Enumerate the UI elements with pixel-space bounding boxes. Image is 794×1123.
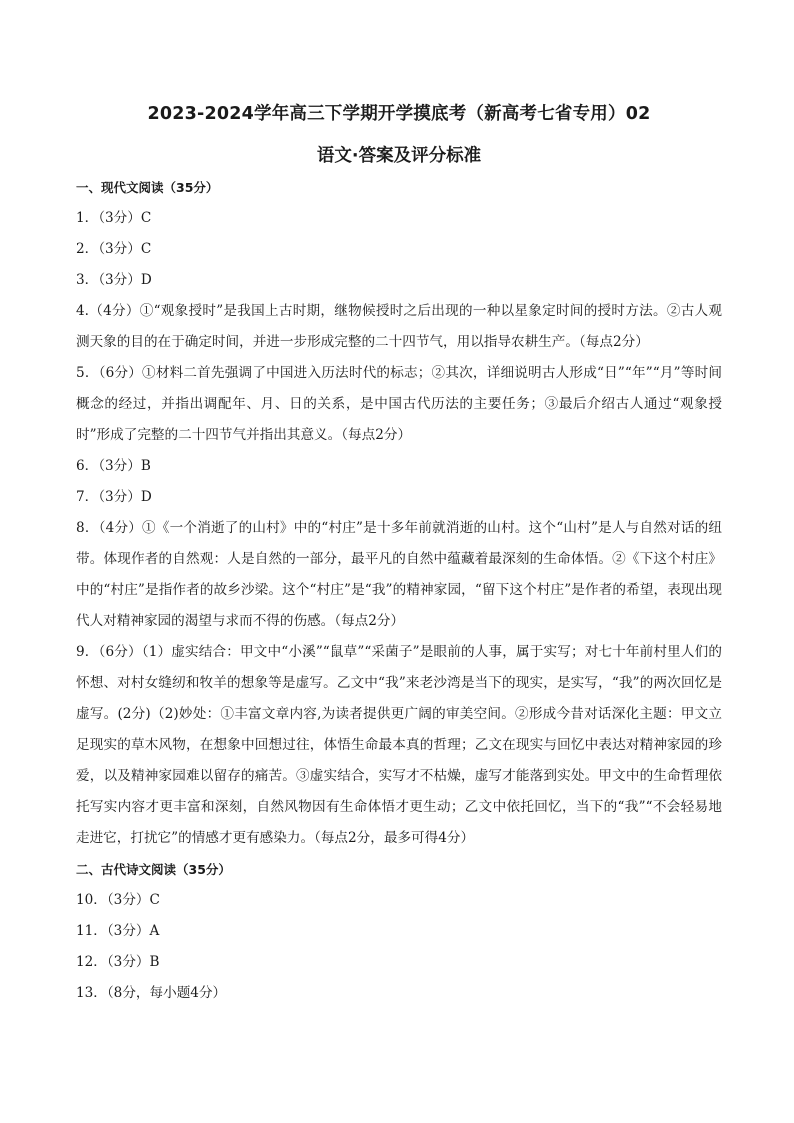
answer-item-12: 12．（3分）B bbox=[76, 954, 160, 970]
answer-item-4: 4.（4分）①“观象授时”是我国上古时期，继物候授时之后出现的一种以星象定时间的授时方法。②古人观测天象的目的在于确定时间，并进一步形成完整的二十四节气，用以指导农耕生产。（每点2分） bbox=[76, 303, 722, 350]
page-subtitle: 语文·答案及评分标准 bbox=[316, 146, 482, 166]
section-heading-classical-reading: 二、古代诗文阅读（35分） bbox=[76, 862, 231, 877]
answer-item-7: 7．（3分）D bbox=[76, 489, 152, 505]
answer-item-2: 2．（3分）C bbox=[76, 241, 152, 257]
answer-item-1: 1．（3分）C bbox=[76, 210, 152, 226]
answer-content bbox=[76, 172, 722, 1009]
answer-item-13: 13．（8分，每小题4分） bbox=[76, 985, 227, 1001]
answer-item-9: 9．（6分）（1）虚实结合：甲文中“小溪”“鼠草”“采菌子”是眼前的人事，属于实写；对七十年前村里人们的怀想、对村女缝纫和牧羊的想象等是虚写。乙文中“我”来老沙湾是当下的现实，是实写，“我”的两次回忆是虚写。(2分)（2)妙处：①丰富文章内容,为读者提供更广阔的审美空间。②形成今昔对话深化主题：甲文立足现实的草木风物，在想象中回想过往，体悟生命最本真的哲理；乙文在现实与回忆中表达对精神家园的珍爱，以及精神家园难以留存的痛苦。③虚实结合，实写才不枯燥，虚写才能落到实处。甲文中的生命哲理依托写实内容才更丰富和深刻，自然风物因有生命体悟才更生动；乙文中依托回忆，当下的“我”“不会轻易地走进它，打扰它”的情感才更有感染力。（每点2分，最多可得4分） bbox=[76, 644, 722, 846]
section-heading-modern-reading: 一、现代文阅读（35分） bbox=[76, 180, 219, 195]
answer-item-8: 8．（4分）①《一个消逝了的山村》中的“村庄”是十多年前就消逝的山村。这个“山村”是人与自然对话的纽带。体现作者的自然观：人是自然的一部分，最平凡的自然中蕴藏着最深刻的生命体悟。②《下这个村庄》中的“村庄”是指作者的故乡沙梁。这个“村庄”是“我”的精神家园，“留下这个村庄”是作者的希望，表现出现代人对精神家园的渴望与求而不得的伤感。（每点2分） bbox=[76, 520, 722, 629]
answer-item-5: 5．（6分）①材料二首先强调了中国进入历法时代的标志；②其次，详细说明古人形成“日”“年”“月”等时间概念的经过，并指出调配年、月、日的关系，是中国古代历法的主要任务；③最后介绍古人通过“观象授时”形成了完整的二十四节气并指出其意义。（每点2分） bbox=[76, 365, 722, 443]
answer-item-3: 3．（3分）D bbox=[76, 272, 152, 288]
answer-item-6: 6．（3分）B bbox=[76, 458, 151, 474]
answer-item-10: 10．（3分）C bbox=[76, 892, 160, 908]
answer-item-11: 11．（3分）A bbox=[76, 923, 160, 939]
page-title: 2023-2024学年高三下学期开学摸底考（新高考七省专用）02 bbox=[147, 104, 651, 124]
